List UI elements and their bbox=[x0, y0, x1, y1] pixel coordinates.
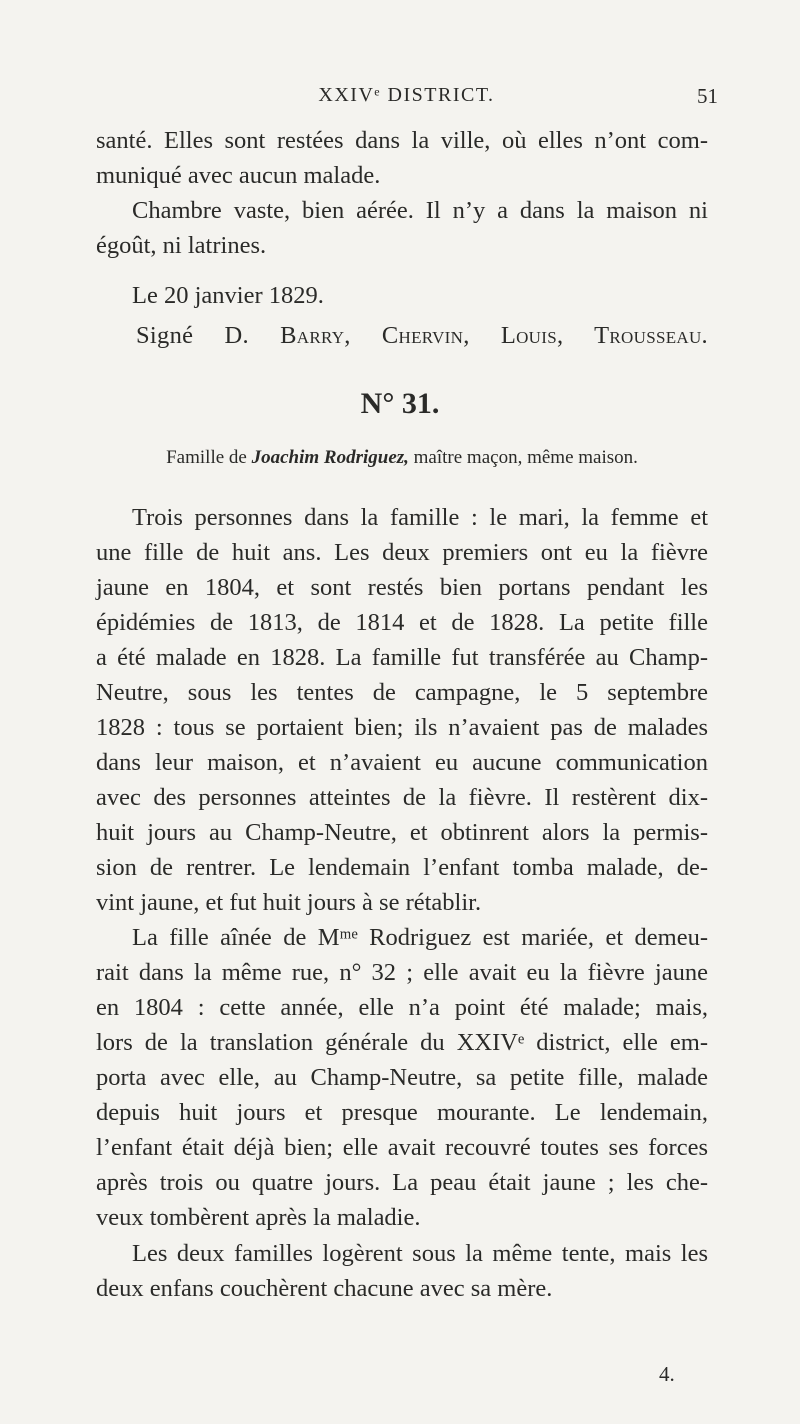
family-name: Joachim Rodriguez, bbox=[251, 447, 409, 468]
signature-mark: 4. bbox=[659, 1362, 675, 1386]
text-line: en 1804 : cette année, elle n’a point été malade; mais, bbox=[96, 994, 708, 1021]
text-line: depuis huit jours et presque mourante. Le lendemain, bbox=[96, 1099, 708, 1126]
signed-prefix: Signé D. bbox=[136, 322, 249, 349]
text-line: deux enfans couchèrent chacune avec sa mère. bbox=[96, 1275, 553, 1302]
text-line: après trois ou quatre jours. La peau était jaune ; les che- bbox=[96, 1169, 708, 1196]
text-line: égoût, ni latrines. bbox=[96, 232, 267, 259]
text-line: a été malade en 1828. La famille fut transférée au Champ- bbox=[96, 644, 708, 671]
text-line: 1828 : tous se portaient bien; ils n’avaient pas de malades bbox=[96, 714, 708, 741]
page-header bbox=[95, 84, 718, 114]
family-suffix: maître maçon, même maison. bbox=[413, 447, 638, 468]
text-line: rait dans la même rue, n° 32 ; elle avait eu la fièvre jaune bbox=[96, 959, 708, 986]
page-number: 51 bbox=[697, 84, 718, 108]
text-line: huit jours au Champ-Neutre, et obtinrent alors la permis- bbox=[96, 819, 708, 846]
signatories: Barry, Chervin, Louis, Trousseau. bbox=[280, 322, 708, 349]
family-heading bbox=[96, 447, 708, 469]
entry-number: N° 31. bbox=[360, 387, 440, 420]
text-line: l’enfant était déjà bien; elle avait recouvré toutes ses forces bbox=[96, 1134, 708, 1161]
text-line: avec des personnes atteintes de la fièvre. Il restèrent dix- bbox=[96, 784, 708, 811]
text-line: Neutre, sous les tentes de campagne, le 5 septembre bbox=[96, 679, 708, 706]
text-line: vint jaune, et fut huit jours à se rétablir. bbox=[96, 889, 482, 916]
text-line: porta avec elle, au Champ-Neutre, sa petite fille, malade bbox=[96, 1064, 708, 1091]
text-line: une fille de huit ans. Les deux premiers ont eu la fièvre bbox=[96, 539, 708, 566]
running-head: XXIVᵉ DISTRICT. bbox=[318, 84, 495, 106]
text-line: veux tombèrent après la maladie. bbox=[96, 1204, 421, 1231]
text-line: lors de la translation générale du XXIVᵉ district, elle em- bbox=[96, 1029, 708, 1056]
text-line: sion de rentrer. Le lendemain l’enfant tomba malade, de- bbox=[96, 854, 708, 881]
text-line: Les deux familles logèrent sous la même tente, mais les bbox=[132, 1240, 708, 1267]
text-line: Chambre vaste, bien aérée. Il n’y a dans la maison ni bbox=[132, 197, 708, 224]
text-line: Trois personnes dans la famille : le mari, la femme et bbox=[132, 504, 708, 531]
text-line: épidémies de 1813, de 1814 et de 1828. La petite fille bbox=[96, 609, 708, 636]
text-line: muniqué avec aucun malade. bbox=[96, 162, 381, 189]
signature-line bbox=[136, 318, 708, 353]
family-prefix: Famille de bbox=[166, 447, 247, 468]
text-line: La fille aînée de Mᵐᵉ Rodriguez est mariée, et demeu- bbox=[132, 924, 708, 951]
text-line: dans leur maison, et n’avaient eu aucune communication bbox=[96, 749, 708, 776]
text-line: jaune en 1804, et sont restés bien portans pendant les bbox=[96, 574, 708, 601]
date-line: Le 20 janvier 1829. bbox=[132, 282, 324, 309]
text-line: santé. Elles sont restées dans la ville, où elles n’ont com- bbox=[96, 127, 708, 154]
